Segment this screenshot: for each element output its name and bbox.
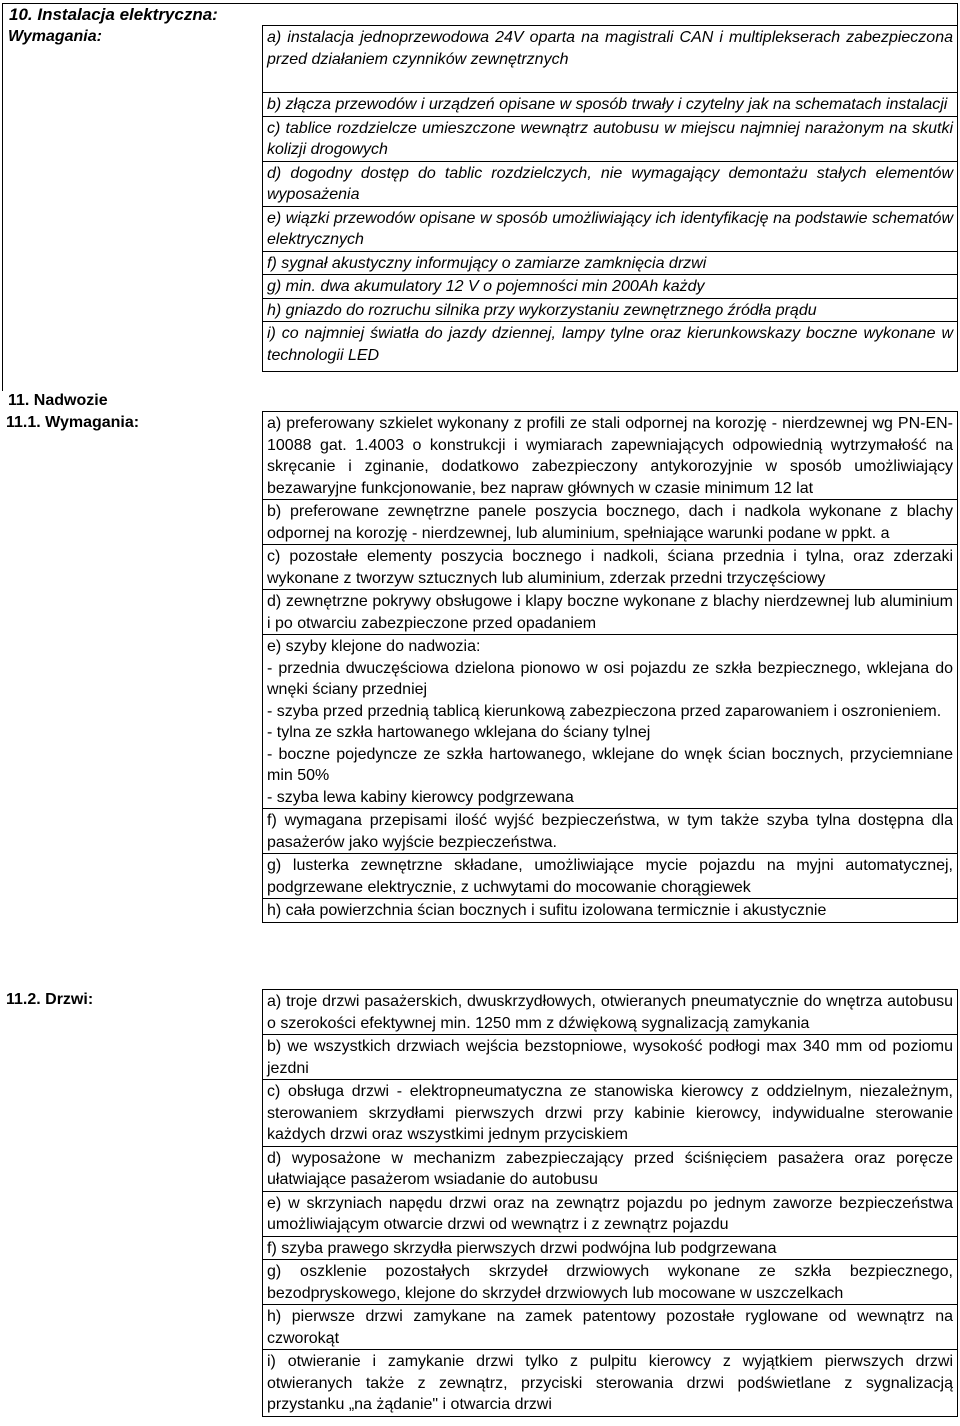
glass-heading: e) szyby klejone do nadwozia: bbox=[267, 638, 481, 655]
requirement-item: e) w skrzyniach napędu drzwi oraz na zewnątrz pojazdu po jednym zaworze bezpieczeństwa umożliwiającym otwarcie drzwi od wewnątrz i z zewnątrz pojazdu bbox=[262, 1191, 958, 1236]
glass-line: - szyba lewa kabiny kierowcy podgrzewana bbox=[267, 788, 574, 806]
requirement-item: h) cała powierzchnia ścian bocznych i sufitu izolowana termicznie i akustycznie bbox=[262, 898, 958, 923]
requirement-item: a) troje drzwi pasażerskich, dwuskrzydłowych, otwieranych pneumatycznie do wnętrza autobusu o szerokości efektywnej min. 1250 mm z dźwiękową sygnalizacją zamykania bbox=[262, 989, 958, 1034]
section-11-1-label: 11.1. Wymagania: bbox=[6, 414, 140, 431]
requirement-item: f) szyba prawego skrzydła pierwszych drzwi podwójna lub podgrzewana bbox=[262, 1236, 958, 1260]
requirement-item-glass bbox=[262, 634, 958, 808]
section-11-2-requirements bbox=[262, 989, 958, 1417]
section-11-2-label: 11.2. Drzwi: bbox=[6, 991, 94, 1008]
requirement-item: d) dogodny dostęp do tablic rozdzielczych, nie wymagający demontażu stałych elementów wyposażenia bbox=[262, 161, 958, 206]
section-10-label: Wymagania: bbox=[8, 28, 102, 45]
requirement-item: d) wyposażone w mechanizm zabezpieczający przed ściśnięciem pasażera oraz poręcze ułatwiające pasażerom wsiadanie do autobusu bbox=[262, 1146, 958, 1191]
requirement-item: e) wiązki przewodów opisane w sposób umożliwiający ich identyfikację na podstawie schematów elektrycznych bbox=[262, 206, 958, 251]
requirement-item: g) lusterka zewnętrzne składane, umożliwiające mycie pojazdu na myjni automatycznej, podgrzewane elektrycznie, z uchwytami do mocowanie chorągiewek bbox=[262, 853, 958, 898]
requirement-item: b) we wszystkich drzwiach wejścia bezstopniowe, wysokość podłogi max 340 mm od poziomu jezdni bbox=[262, 1034, 958, 1079]
requirement-item: b) złącza przewodów i urządzeń opisane w sposób trwały i czytelny jak na schematach instalacji bbox=[262, 92, 958, 116]
requirement-item: d) zewnętrzne pokrywy obsługowe i klapy boczne wykonane z blachy nierdzewnej lub aluminium i po otwarciu zabezpieczone przed opadaniem bbox=[262, 589, 958, 634]
requirement-item: h) gniazdo do rozruchu silnika przy wykorzystaniu zewnętrznego źródła prądu bbox=[262, 298, 958, 322]
requirement-item: a) instalacja jednoprzewodowa 24V oparta na magistrali CAN i multiplekserach zabezpieczona przed działaniem czynników zewnętrznych bbox=[262, 25, 958, 70]
requirement-item: i) co najmniej światła do jazdy dziennej, lampy tylne oraz kierunkowskazy boczne wykonane w technologii LED bbox=[262, 321, 958, 372]
requirement-item: f) sygnał akustyczny informujący o zamiarze zamknięcia drzwi bbox=[262, 251, 958, 275]
requirement-item: i) otwieranie i zamykanie drzwi tylko z pulpitu kierowcy z wyjątkiem pierwszych drzwi otwieranych także z zewnątrz, przyciski sterowania drzwi podświetlane z sygnalizacją przystanku „na żądanie" i otwarcia drzwi bbox=[262, 1349, 958, 1417]
glass-line: - tylna ze szkła hartowanego wklejana do ściany tylnej bbox=[267, 724, 651, 741]
requirement-item: c) obsługa drzwi - elektropneumatyczna ze stanowiska kierowcy z oddzielnym, niezależnym, sterowaniem skrzydłami pierwszych drzwi przy kabinie kierowcy, indywidualne sterowanie każdych drzwi oraz wszystkimi jednym przyciskiem bbox=[262, 1079, 958, 1146]
requirement-item: c) tablice rozdzielcze umieszczone wewnątrz autobusu w miejscu najmniej narażonym na skutki kolizji drogowych bbox=[262, 116, 958, 161]
glass-line: - szyba przed przednią tablicą kierunkową zabezpieczona przed zaparowaniem i oszronieniem. bbox=[267, 702, 942, 720]
section-10-title: 10. Instalacja elektryczna: bbox=[2, 3, 958, 25]
glass-line: - boczne pojedyncze ze szkła hartowanego, wklejane do wnęk ścian bocznych, przyciemniane min 50% bbox=[267, 745, 953, 784]
requirement-item: b) preferowane zewnętrzne panele poszycia bocznego, dach i nadkola wykonane z blachy odpornej na korozję - nierdzewnej, lub aluminium, spełniające warunki podane w ppkt. a bbox=[262, 499, 958, 544]
table-border bbox=[2, 25, 3, 391]
requirement-item: f) wymagana przepisami ilość wyjść bezpieczeństwa, w tym także szyba tylna dostępna dla pasażerów jako wyjście bezpieczeństwa. bbox=[262, 808, 958, 853]
section-11-1-requirements bbox=[262, 411, 958, 923]
requirement-item: g) min. dwa akumulatory 12 V o pojemności min 200Ah każdy bbox=[262, 274, 958, 298]
requirement-item: c) pozostałe elementy poszycia bocznego i nadkoli, ściana przednia i tylna, oraz zderzaki wykonane z tworzyw sztucznych lub aluminium, zderzak przedni trzyczęściowy bbox=[262, 544, 958, 589]
requirement-item: h) pierwsze drzwi zamykane na zamek patentowy pozostałe ryglowane od wewnątrz na czworokąt bbox=[262, 1304, 958, 1349]
section-11-title: 11. Nadwozie bbox=[8, 392, 108, 409]
requirement-item: a) preferowany szkielet wykonany z profili ze stali odpornej na korozję - nierdzewnej wg PN-EN-10088 gat. 1.4003 o konstrukcji i wymiarach zapewniających odpowiednią wytrzymałość na skręcanie i zginanie, dodatkowo zabezpieczony antykorozyjnie w sposób umożliwiający bezawaryjne funkcjonowanie, bez napraw głównych w czasie minimum 12 lat bbox=[262, 411, 958, 499]
glass-line: - przednia dwuczęściowa dzielona pionowo w osi pojazdu ze szkła bezpiecznego, wklejana do wnęki ściany przedniej bbox=[267, 659, 953, 698]
table-gap bbox=[262, 70, 958, 92]
section-10-requirements bbox=[262, 25, 958, 372]
requirement-item: g) oszklenie pozostałych skrzydeł drzwiowych wykonane ze szkła bezpiecznego, bezodpryskowego, klejone do skrzydeł drzwiowych lub mocowane w uszczelkach bbox=[262, 1259, 958, 1304]
